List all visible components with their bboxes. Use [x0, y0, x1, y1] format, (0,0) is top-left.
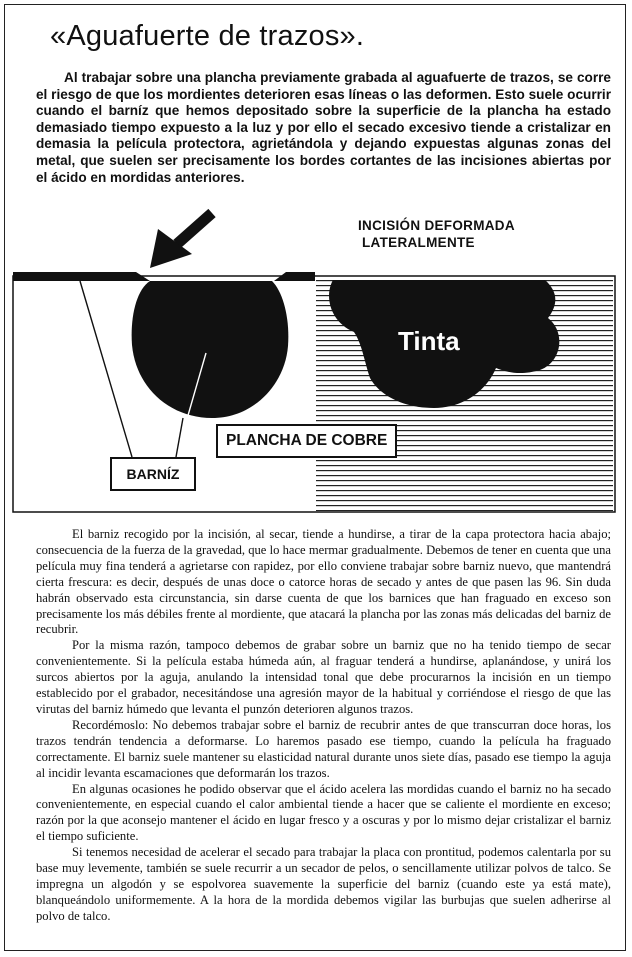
intro-paragraph: Al trabajar sobre una plancha previamente grabada al aguafuerte de trazos, se corre el riesgo de que los mordientes deterioren esas líneas o las deformen. Esto suele ocurrir cuando el barníz que hemos depositado sobre la superficie de la plancha ha estado demasiado tiempo expuesto a la luz y por ello el secado excesivo tiende a cristalizar en demasia la película protectora, agrietándola y dejando expuestas algunas zonas del metal, que suelen ser precisamente los bordes cortantes de las incisiones abiertas por el ácido en mordidas anteriores. — [36, 70, 611, 185]
barniz-pointer-left — [80, 281, 132, 457]
body-paragraph: Por la misma razón, tampoco debemos de grabar sobre un barniz que no ha tenido tiempo de secar convenientemente. Si la película estaba húmeda aún, al fraguar tenderá a hundirse, aplanándose, y unirá los surcos abiertos por la aguja, anulando la intensidad tonal que debe procurarnos la incisión en un tiempo establecido por el grabador, necesitándose una agresión mayor de la habitual y corriéndose el riesgo de que las virutas del barniz húmedo que levanta el punzón deterioren algunos trazos. — [36, 638, 611, 716]
body-paragraph: En algunas ocasiones he podido observar que el ácido acelera las mordidas cuando el barniz no ha secado convenientemente, en especial cuando el calor ambiental tiende a hacer que se caliente el mordiente en exceso; razón por la que aconsejo mantener el ácido en lugar fresco y a oscuras y por lo mismo dejar cristalizar el barniz el tiempo suficiente. — [36, 781, 611, 844]
body-paragraph: El barniz recogido por la incisión, al secar, tiende a hundirse, a tirar de la capa protectora hacia abajo; consecuencia de la fuerza de la gravedad, que lo hace mermar gradualmente. Debemos de tener en cuenta que una película muy fina tenderá a agrietarse con rapidez, por ello conviene trabajar sobre barniz nuevo, que mantendrá cierta frescura: es decir, después de unas doce o catorce horas de secado y antes de que pasen las 96. Sin duda habrán observado esta circunstancia, sin darse cuenta de que los barnices que han fraguado en exceso son precisamente los más débiles frente al mordiente, que atacará la plancha por las zonas más delicadas del barniz de recubrir. — [36, 527, 611, 637]
label-deformada-line2: LATERALMENTE — [362, 235, 475, 250]
arrow-icon — [150, 213, 212, 268]
page-title: «Aguafuerte de trazos». — [50, 20, 365, 52]
label-tinta: Tinta — [398, 326, 460, 356]
label-plancha-de-cobre: PLANCHA DE COBRE — [216, 424, 397, 458]
incision-left — [132, 281, 289, 418]
label-barniz: BARNÍZ — [110, 457, 196, 491]
body-paragraph: Recordémoslo: No debemos trabajar sobre el barniz de recubrir antes de que transcurran doce horas, los trazos tendrán tendencia a deformarse. Lo haremos pasado ese tiempo, cuando la película ha fraguado correctamente. El barniz suele mantener su elasticidad natural durante unos siete días, pasado ese tiempo la aguja al incidir levanta escamaciones que deformarán los trazos. — [36, 717, 611, 780]
body-text — [36, 527, 611, 925]
body-paragraph: Si tenemos necesidad de acelerar el secado para trabajar la placa con prontitud, podemos calentarla por su base muy levemente, también se suele recurrir a un secador de pelos, o sencillamente utilizar polvos de talco. Se impregna un algodón y se espolvorea suavemente la superficie del barniz (cuando este ya está mate), blanqueándolo uniformemente. A la hora de la mordida debemos vigilar las burbujas que suelen adherirse al polvo de talco. — [36, 845, 611, 923]
label-deformada-line1: INCISIÓN DEFORMADA — [358, 218, 515, 233]
